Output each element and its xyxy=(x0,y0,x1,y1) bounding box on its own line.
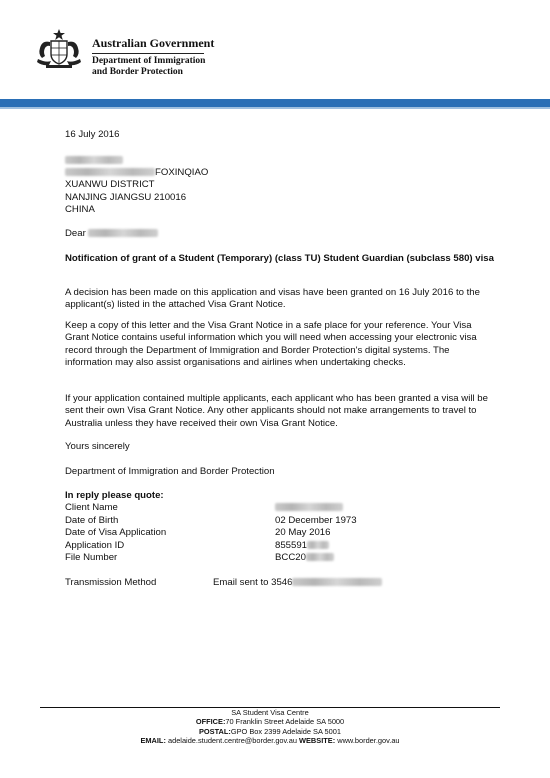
agency-name-block xyxy=(92,36,214,78)
dob-label: Date of Birth xyxy=(65,515,119,526)
department-name-line2: and Border Protection xyxy=(92,67,183,77)
footer xyxy=(40,708,500,746)
footer-contact xyxy=(40,736,500,745)
address-line-3: XUANWU DISTRICT xyxy=(65,179,155,190)
application-id-text: 855591 xyxy=(275,540,308,551)
transmission-method-label: Transmission Method xyxy=(65,577,157,588)
application-id-value xyxy=(275,540,329,552)
redacted-email xyxy=(292,578,382,586)
reply-heading: In reply please quote: xyxy=(65,490,164,501)
visa-application-date-label: Date of Visa Application xyxy=(65,527,167,538)
coat-of-arms-icon xyxy=(34,28,84,70)
department-name-line1: Department of Immigration xyxy=(92,56,206,66)
redacted-salutation-name xyxy=(88,229,158,237)
file-number-text: BCC20 xyxy=(275,552,306,563)
footer-office-value: 70 Franklin Street Adelaide SA 5000 xyxy=(225,717,345,727)
footer-postal xyxy=(40,727,500,736)
letter-date: 16 July 2016 xyxy=(65,129,120,140)
footer-website-value[interactable]: www.border.gov.au xyxy=(337,736,400,746)
footer-postal-key: POSTAL: xyxy=(198,726,231,736)
paragraph-keep-copy: Keep a copy of this letter and the Visa Grant Notice in a safe place for your reference. Your Visa Grant Notice contains useful information which you will need when accessing your electronic visa record through the Department of Immigration and Border Protection's digital systems. The information may also assist organisations and airlines when undertaking checks. xyxy=(65,320,477,369)
paragraph-multiple-applicants: If your application contained multiple applicants, each applicant who has been granted a visa will be sent their own Visa Grant Notice. Any other applicants should not make arrangements to travel to Australia unless they have received their own Visa Grant Notice. xyxy=(65,393,488,429)
footer-website-key: WEBSITE: xyxy=(299,736,336,746)
redacted-name xyxy=(65,156,123,164)
footer-office xyxy=(40,717,500,726)
address-line-2 xyxy=(65,167,208,179)
address-line-1 xyxy=(65,155,123,167)
salutation-text: Dear xyxy=(65,228,86,239)
file-number-value xyxy=(275,552,334,564)
footer-email-value[interactable]: adelaide.student.centre@border.gov.au xyxy=(167,736,297,746)
redacted-client-name xyxy=(275,503,343,511)
transmission-method-value xyxy=(213,577,382,589)
transmission-method-text: Email sent to 3546 xyxy=(213,577,293,588)
closing: Yours sincerely xyxy=(65,441,130,452)
redacted-file-number xyxy=(306,553,334,561)
salutation xyxy=(65,228,158,240)
footer-postal-value: GPO Box 2399 Adelaide SA 5001 xyxy=(230,726,341,736)
footer-office-key: OFFICE: xyxy=(195,717,226,727)
header-color-band xyxy=(0,99,550,107)
address-line-2-text: FOXINQIAO xyxy=(155,167,209,178)
client-name-label: Client Name xyxy=(65,502,118,513)
dob-value: 02 December 1973 xyxy=(275,515,357,526)
government-name: Australian Government xyxy=(92,36,215,50)
redacted-street xyxy=(65,168,155,176)
client-name-value xyxy=(275,502,343,514)
letter-subject: Notification of grant of a Student (Temporary) (class TU) Student Guardian (subclass 580) visa xyxy=(65,253,494,264)
visa-application-date-value: 20 May 2016 xyxy=(275,527,331,538)
file-number-label: File Number xyxy=(65,552,118,563)
redacted-application-id xyxy=(307,541,329,549)
address-line-4: NANJING JIANGSU 210016 xyxy=(65,192,187,203)
paragraph-decision: A decision has been made on this application and visas have been granted on 16 July 2016 to the applicant(s) listed in the attached Visa Grant Notice. xyxy=(65,287,480,311)
application-id-label: Application ID xyxy=(65,540,125,551)
footer-centre-name: SA Student Visa Centre xyxy=(231,708,309,717)
agency-divider xyxy=(92,53,204,54)
signatory: Department of Immigration and Border Protection xyxy=(65,466,275,477)
address-line-5: CHINA xyxy=(65,204,95,215)
footer-email-key: EMAIL: xyxy=(140,736,166,746)
